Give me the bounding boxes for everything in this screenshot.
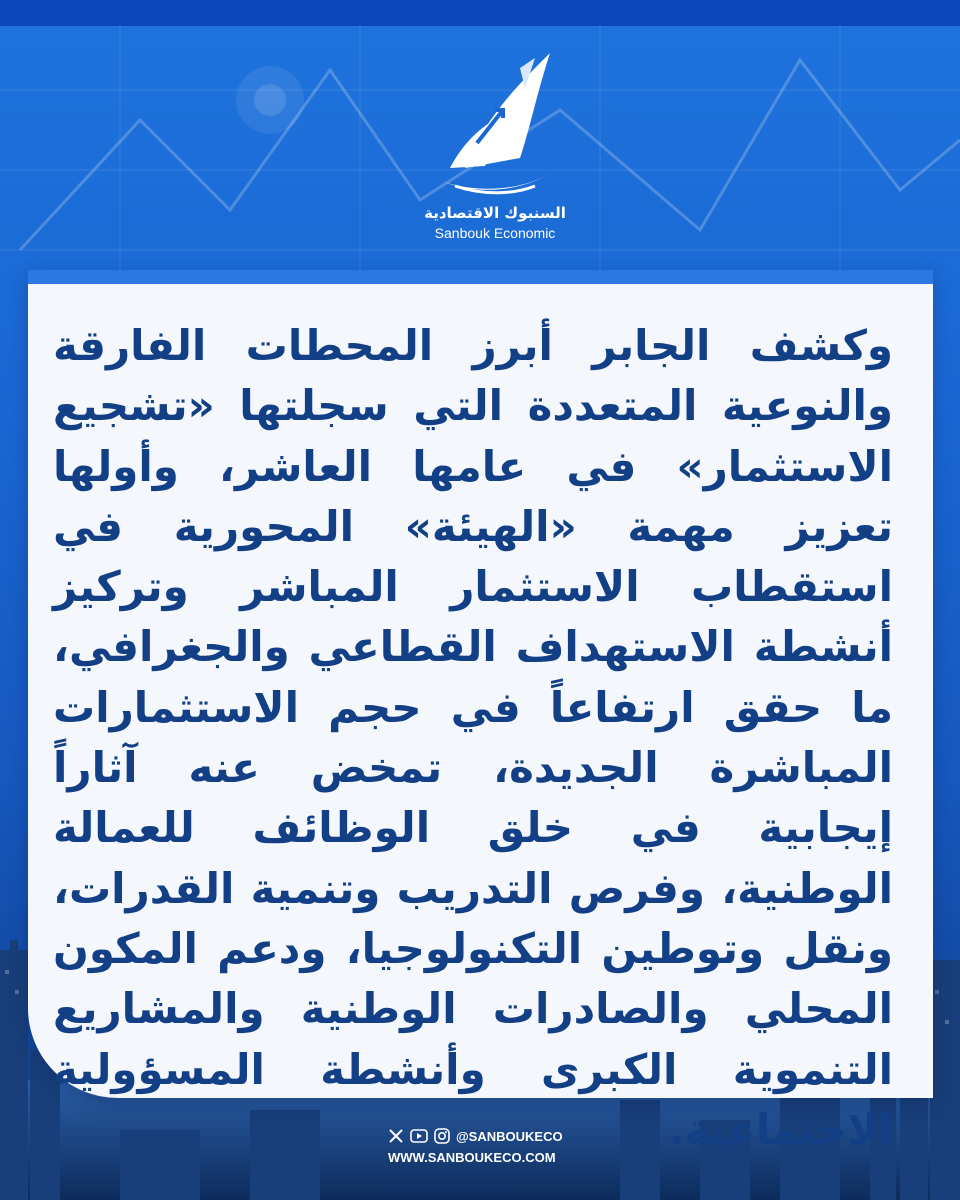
- card-top-accent: [28, 270, 933, 284]
- article-body-text: وكشف الجابر أبرز المحطات الفارقة والنوعية المتعددة التي سجلتها «تشجيع الاستثمار» في عامها العاشر، وأولها تعزيز مهمة «الهيئة» المحورية في استقطاب الاستثمار المباشر وتركيز أنشطة الاستهداف القطاعي والجغرافي، ما حقق ارتفاعاً في حجم الاستثمارات المباشرة الجديدة، تمخض عنه آثاراً إيجابية في خلق الوظائف للعمالة الوطنية، وفرص التدريب وتنمية القدرات، ونقل وتوطين التكنولوجيا، ودعم المكون المحلي والصادرات الوطنية والمشاريع التنموية الكبرى وأنشطة المسؤولية الاجتماعية.: [53, 321, 893, 1154]
- website-link[interactable]: WWW.SANBOUKECO.COM: [388, 1150, 556, 1165]
- brand-name-english: Sanbouk Economic: [434, 225, 556, 241]
- brand-name-arabic: السنبوك الاقتصادية: [424, 204, 566, 222]
- x-icon[interactable]: [388, 1128, 404, 1144]
- youtube-icon[interactable]: [410, 1129, 428, 1143]
- instagram-icon[interactable]: [434, 1128, 450, 1144]
- social-handle[interactable]: @SANBOUKECO: [456, 1128, 563, 1144]
- sail-ship-logo-icon: [425, 48, 565, 198]
- social-bar: [388, 1124, 563, 1148]
- brand-logo: [415, 48, 575, 248]
